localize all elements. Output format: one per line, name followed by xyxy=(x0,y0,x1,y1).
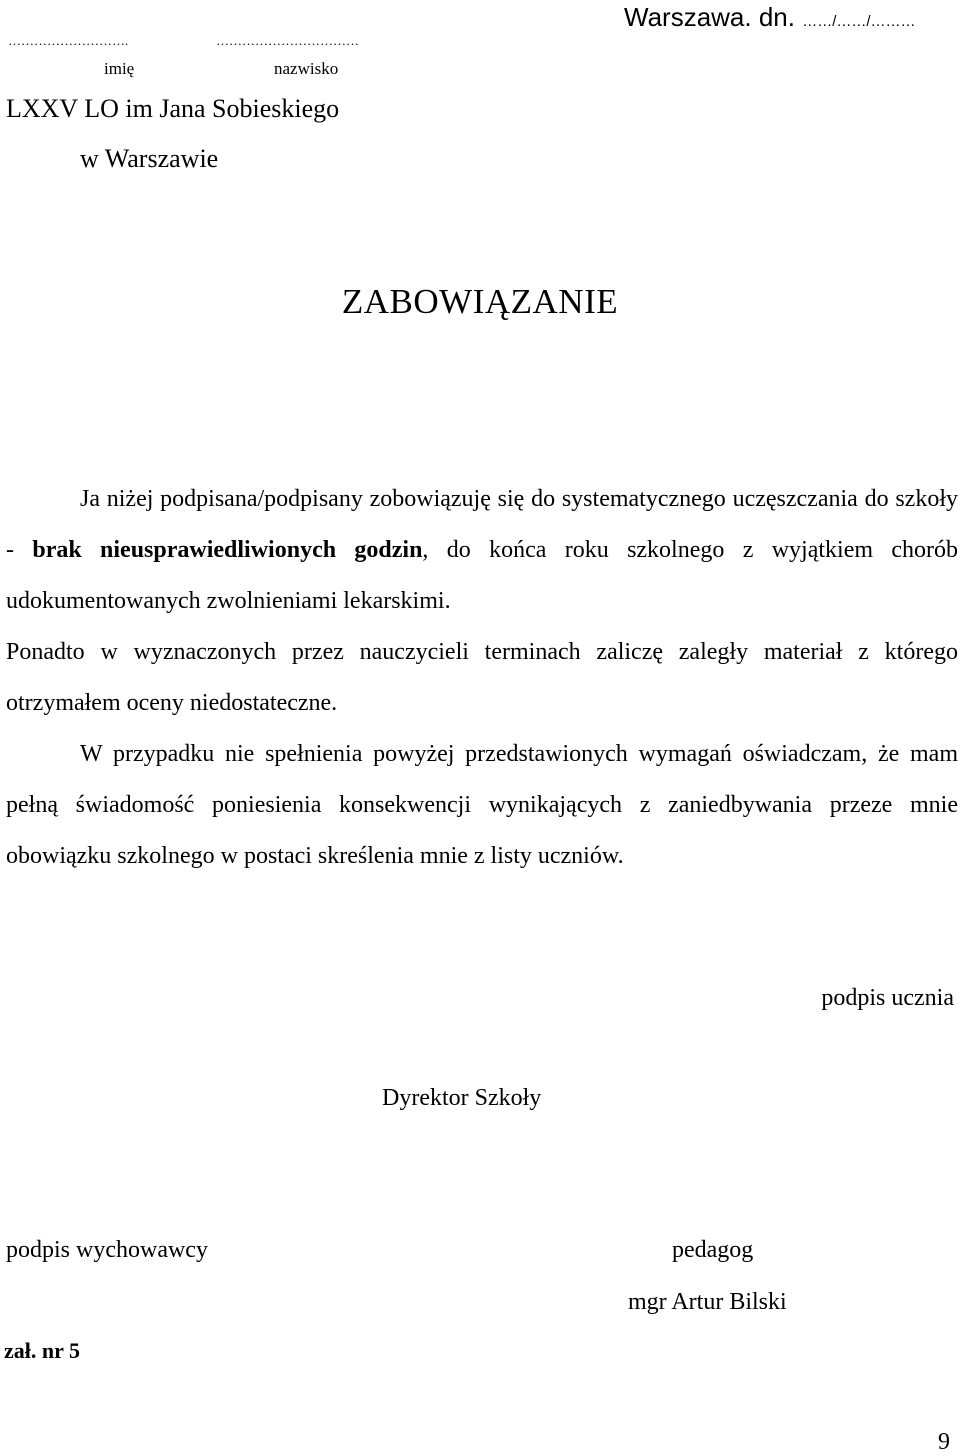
student-signature-label: podpis ucznia xyxy=(821,985,954,1011)
first-name-field: ………………………. xyxy=(8,33,129,48)
paragraph-makeup-work: Ponadto w wyznaczonych przez nauczycieli terminach zaliczę zaległy materiał z którego otrzymałem oceny niedostateczne. xyxy=(6,639,958,716)
paragraph-1-start: Ja niżej podpisana/podpisany zobowiązuję się do systematycznego uczęszczania do szkoły - xyxy=(6,486,958,563)
pedagog-title: pedagog xyxy=(672,1237,754,1263)
date-dots: ……/……/……… xyxy=(802,13,916,30)
date-line xyxy=(624,4,916,30)
teacher-signature-label: podpis wychowawcy xyxy=(6,1237,208,1263)
document-body xyxy=(6,474,958,882)
first-name-label: imię xyxy=(104,59,135,78)
paragraph-1-end: , do końca roku szkolnego z wyjątkiem chorób udokumentowanych zwolnieniami lekarskimi. xyxy=(6,537,958,614)
last-name-label: nazwisko xyxy=(274,59,339,78)
school-name: LXXV LO im Jana Sobieskiego xyxy=(6,94,340,123)
director-signature-label: Dyrektor Szkoły xyxy=(382,1085,542,1111)
paragraph-commitment xyxy=(6,474,958,627)
page-number: 9 xyxy=(938,1429,950,1455)
attachment-label: zał. nr 5 xyxy=(4,1338,80,1363)
school-city: w Warszawie xyxy=(80,144,219,173)
date-prefix: Warszawa. dn. xyxy=(624,2,795,32)
paragraph-consequences: W przypadku nie spełnienia powyżej przedstawionych wymagań oświadczam, że mam pełną świadomość poniesienia konsekwencji wynikających z zaniedbywania przeze mnie obowiązku szkolnego w postaci skreślenia mnie z listy uczniów. xyxy=(6,741,958,869)
paragraph-1-bold: brak nieusprawiedliwionych godzin xyxy=(32,537,423,563)
document-title: ZABOWIĄZANIE xyxy=(341,282,619,321)
pedagog-name: mgr Artur Bilski xyxy=(628,1289,787,1315)
last-name-field: …………………………… xyxy=(216,33,359,48)
